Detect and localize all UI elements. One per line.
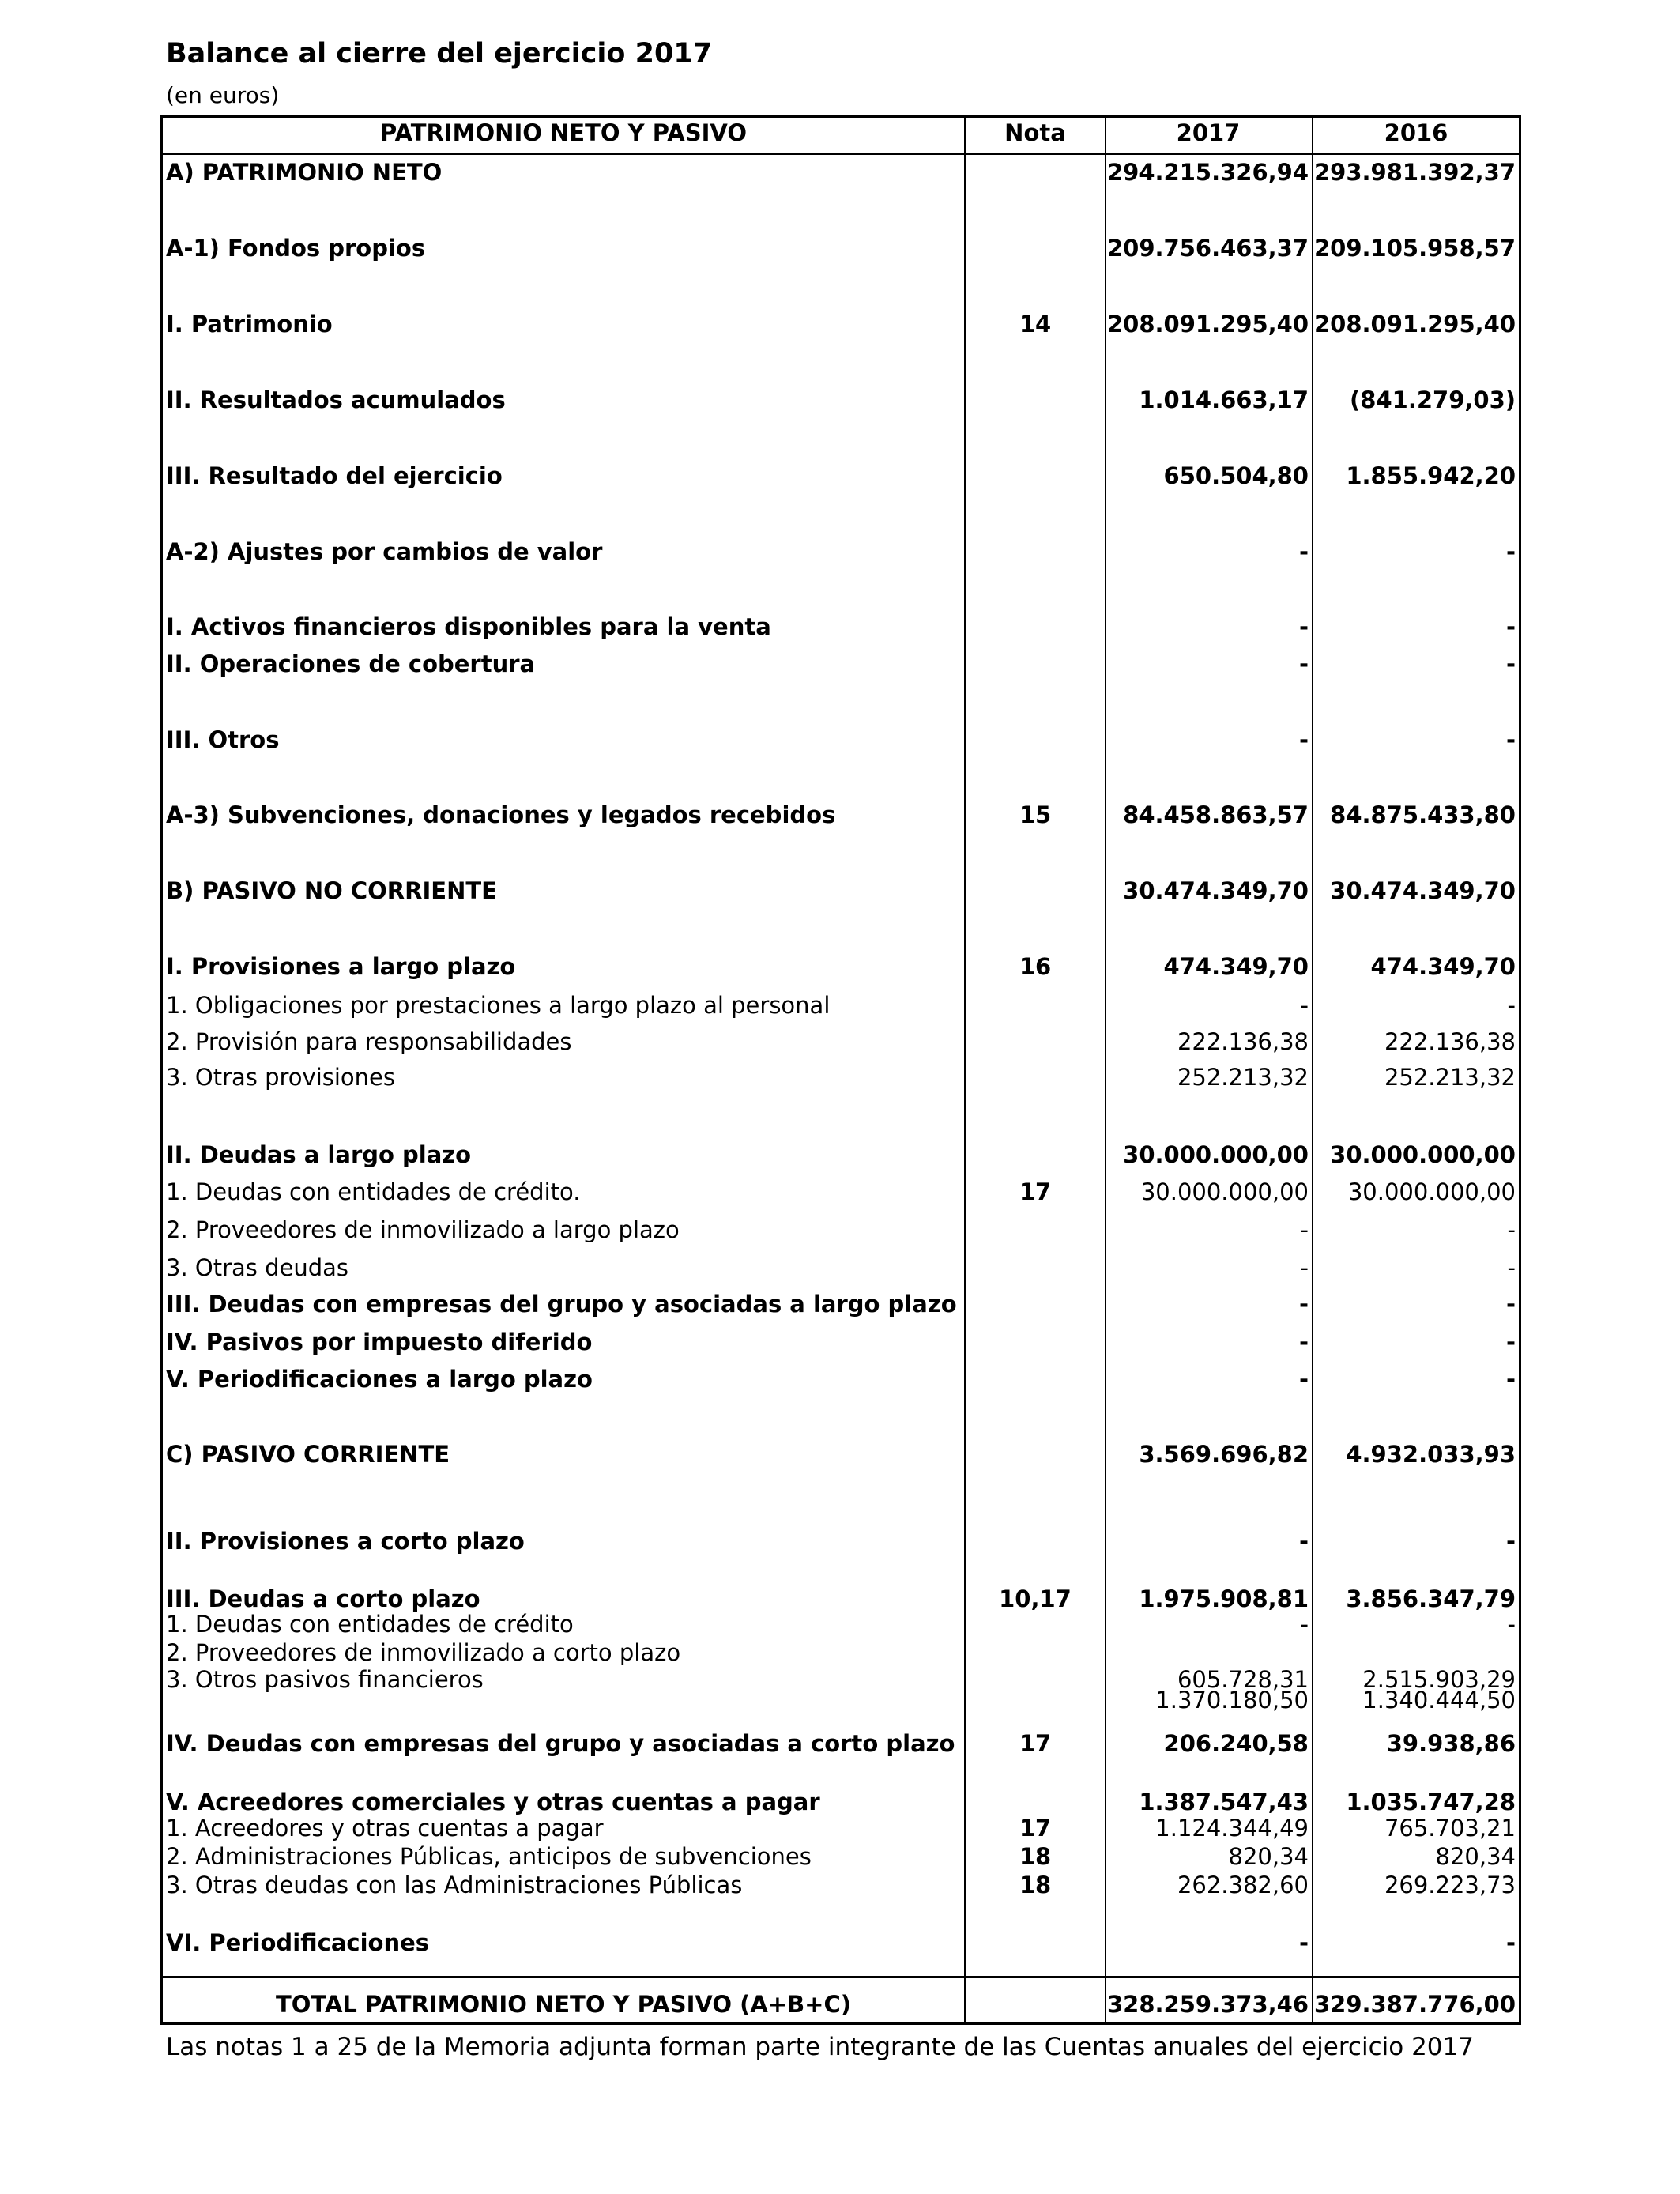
row-value-2017: - <box>1298 613 1309 640</box>
row-nota: 16 <box>1019 953 1052 980</box>
row-value-2016: 84.875.433,80 <box>1330 801 1516 828</box>
row-value-2016: 222.136,38 <box>1384 1028 1516 1055</box>
row-label: 1. Obligaciones por prestaciones a largo plazo al personal <box>166 992 831 1019</box>
row-value-2016: 3.856.347,79 <box>1346 1585 1516 1612</box>
row-value-2017: 605.728,31 <box>1177 1666 1309 1693</box>
row-value-2016: 820,34 <box>1435 1843 1516 1870</box>
row-label: 1. Deudas con entidades de crédito. <box>166 1178 581 1205</box>
row-nota: 17 <box>1019 1730 1052 1757</box>
row-label: IV. Pasivos por impuesto diferido <box>166 1329 593 1355</box>
row-value-2017: - <box>1298 1929 1309 1956</box>
row-label: A-1) Fondos propios <box>166 235 426 262</box>
row-value-2017: 209.756.463,37 <box>1106 235 1309 262</box>
row-value-2017: 30.474.349,70 <box>1123 877 1309 904</box>
row-value-2017: 820,34 <box>1228 1843 1309 1870</box>
row-value-2017: 1.370.180,50 <box>1155 1687 1309 1713</box>
row-value-2017: - <box>1298 538 1309 565</box>
row-label: B) PASIVO NO CORRIENTE <box>166 877 497 904</box>
row-value-2017: - <box>1298 1528 1309 1555</box>
row-label: VI. Periodificaciones <box>166 1929 430 1956</box>
row-label: V. Periodificaciones a largo plazo <box>166 1366 593 1393</box>
row-value-2016: - <box>1507 1216 1516 1243</box>
row-label: A-2) Ajustes por cambios de valor <box>166 538 603 565</box>
row-nota: 18 <box>1019 1872 1052 1898</box>
row-value-2016: 209.105.958,57 <box>1313 235 1516 262</box>
row-value-2016: 30.000.000,00 <box>1347 1178 1516 1205</box>
row-value-2017: 650.504,80 <box>1163 462 1309 489</box>
total-label: TOTAL PATRIMONIO NETO Y PASIVO (A+B+C) <box>275 1991 852 2018</box>
currency-subtitle: (en euros) <box>166 82 280 108</box>
row-value-2017: - <box>1300 1611 1309 1638</box>
row-nota: 18 <box>1019 1843 1052 1870</box>
row-label: II. Deudas a largo plazo <box>166 1141 472 1168</box>
total-divider <box>160 1976 1521 1978</box>
row-value-2017: 30.000.000,00 <box>1140 1178 1309 1205</box>
row-value-2017: 1.975.908,81 <box>1139 1585 1309 1612</box>
row-value-2017: 84.458.863,57 <box>1123 801 1309 828</box>
row-value-2017: 1.387.547,43 <box>1139 1789 1309 1815</box>
total-2017: 328.259.373,46 <box>1106 1991 1309 2018</box>
row-value-2016: 252.213,32 <box>1384 1064 1516 1091</box>
total-2016: 329.387.776,00 <box>1313 1991 1516 2018</box>
row-label: 2. Proveedores de inmovilizado a largo plazo <box>166 1216 680 1243</box>
row-value-2016: 765.703,21 <box>1384 1815 1516 1842</box>
header-2017: 2017 <box>1176 119 1241 146</box>
row-label: 1. Acreedores y otras cuentas a pagar <box>166 1815 604 1842</box>
row-label: 3. Otras deudas <box>166 1254 349 1281</box>
row-value-2017: 206.240,58 <box>1163 1730 1309 1757</box>
row-value-2017: - <box>1298 1291 1309 1318</box>
row-label: C) PASIVO CORRIENTE <box>166 1441 450 1468</box>
row-value-2016: - <box>1507 1254 1516 1281</box>
row-value-2016: - <box>1505 1329 1516 1355</box>
row-nota: 15 <box>1019 801 1052 828</box>
row-nota: 17 <box>1019 1178 1052 1205</box>
row-label: 3. Otros pasivos financieros <box>166 1666 484 1693</box>
row-value-2016: 30.474.349,70 <box>1330 877 1516 904</box>
row-label: 3. Otras deudas con las Administraciones Públicas <box>166 1872 743 1898</box>
header-divider <box>160 153 1521 155</box>
row-value-2016: 208.091.295,40 <box>1313 311 1516 337</box>
row-value-2016: - <box>1507 992 1516 1019</box>
row-value-2017: - <box>1300 1254 1309 1281</box>
row-value-2017: 262.382,60 <box>1177 1872 1309 1898</box>
row-value-2016: - <box>1505 726 1516 753</box>
row-nota: 10,17 <box>999 1585 1072 1612</box>
row-label: II. Resultados acumulados <box>166 386 506 413</box>
row-value-2017: 294.215.326,94 <box>1106 159 1309 186</box>
row-value-2016: - <box>1505 1366 1516 1393</box>
row-value-2017: - <box>1300 1216 1309 1243</box>
row-value-2017: - <box>1298 1329 1309 1355</box>
row-label: A) PATRIMONIO NETO <box>166 159 443 186</box>
page-title: Balance al cierre del ejercicio 2017 <box>166 38 713 70</box>
row-value-2016: 1.035.747,28 <box>1346 1789 1516 1815</box>
row-value-2017: 1.124.344,49 <box>1155 1815 1309 1842</box>
row-value-2017: 1.014.663,17 <box>1139 386 1309 413</box>
row-label: I. Activos financieros disponibles para la venta <box>166 613 771 640</box>
row-value-2017: 30.000.000,00 <box>1123 1141 1309 1168</box>
row-value-2016: - <box>1505 650 1516 677</box>
row-label: 2. Proveedores de inmovilizado a corto plazo <box>166 1639 681 1666</box>
row-label: 2. Provisión para responsabilidades <box>166 1028 572 1055</box>
row-value-2016: 474.349,70 <box>1370 953 1516 980</box>
row-value-2016: 2.515.903,29 <box>1362 1666 1516 1693</box>
row-value-2016: 30.000.000,00 <box>1330 1141 1516 1168</box>
row-value-2017: - <box>1298 1366 1309 1393</box>
row-value-2016: 293.981.392,37 <box>1313 159 1516 186</box>
row-label: IV. Deudas con empresas del grupo y asociadas a corto plazo <box>166 1730 955 1757</box>
header-2016: 2016 <box>1384 119 1448 146</box>
row-value-2016: - <box>1507 1611 1516 1638</box>
row-label: 2. Administraciones Públicas, anticipos de subvenciones <box>166 1843 812 1870</box>
row-value-2016: (841.279,03) <box>1350 386 1516 413</box>
row-nota: 17 <box>1019 1815 1052 1842</box>
row-label: 3. Otras provisiones <box>166 1064 395 1091</box>
row-label: V. Acreedores comerciales y otras cuentas a pagar <box>166 1789 820 1815</box>
row-value-2016: - <box>1505 538 1516 565</box>
row-label: 1. Deudas con entidades de crédito <box>166 1611 574 1638</box>
row-value-2016: 269.223,73 <box>1384 1872 1516 1898</box>
row-value-2017: 3.569.696,82 <box>1139 1441 1309 1468</box>
row-label: II. Operaciones de cobertura <box>166 650 536 677</box>
row-value-2016: 4.932.033,93 <box>1346 1441 1516 1468</box>
row-label: III. Deudas con empresas del grupo y asociadas a largo plazo <box>166 1291 957 1318</box>
row-label: I. Provisiones a largo plazo <box>166 953 516 980</box>
row-label: A-3) Subvenciones, donaciones y legados recebidos <box>166 801 836 828</box>
row-value-2017: 252.213,32 <box>1177 1064 1309 1091</box>
row-nota: 14 <box>1019 311 1052 337</box>
row-value-2017: 222.136,38 <box>1177 1028 1309 1055</box>
row-value-2016: - <box>1505 1929 1516 1956</box>
row-value-2017: 474.349,70 <box>1163 953 1309 980</box>
row-value-2016: - <box>1505 1528 1516 1555</box>
row-value-2016: 39.938,86 <box>1386 1730 1516 1757</box>
row-value-2017: - <box>1298 650 1309 677</box>
row-value-2016: - <box>1505 613 1516 640</box>
header-nota: Nota <box>1004 119 1066 146</box>
row-label: III. Resultado del ejercicio <box>166 462 503 489</box>
row-value-2016: 1.855.942,20 <box>1346 462 1516 489</box>
footnote: Las notas 1 a 25 de la Memoria adjunta forman parte integrante de las Cuentas anuales del ejercicio 2017 <box>166 2033 1474 2061</box>
row-value-2017: - <box>1300 992 1309 1019</box>
row-value-2016: 1.340.444,50 <box>1362 1687 1516 1713</box>
row-label: III. Otros <box>166 726 280 753</box>
row-label: I. Patrimonio <box>166 311 333 337</box>
row-value-2016: - <box>1505 1291 1516 1318</box>
row-label: II. Provisiones a corto plazo <box>166 1528 525 1555</box>
row-value-2017: - <box>1298 726 1309 753</box>
row-value-2017: 208.091.295,40 <box>1106 311 1309 337</box>
row-label: III. Deudas a corto plazo <box>166 1585 480 1612</box>
header-label: PATRIMONIO NETO Y PASIVO <box>379 119 747 146</box>
